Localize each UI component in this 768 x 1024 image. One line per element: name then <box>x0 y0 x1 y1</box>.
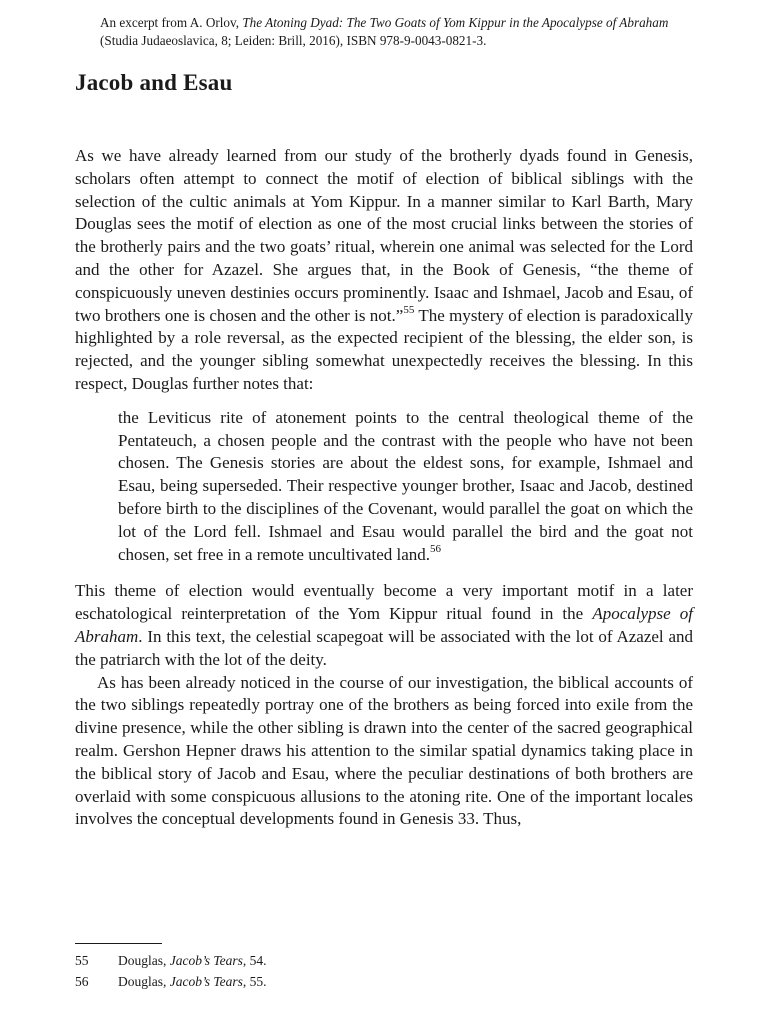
block-quote-text: the Leviticus rite of atonement points to the central theological theme of the Pentateuch, a chosen people and the contrast with the people who have not been chosen. The Genesis stories are about the eldest sons, for example, Ishmael and Esau, being superseded. Their respective younger brother, Isaac and Jacob, destined before birth to the disciplines of the Covenant, would parallel the goat on which the lot of the Lord fell. Ishmael and Esau would parallel the bird and the goat not chosen, set free in a remote uncultivated land. <box>118 407 693 564</box>
footnote-page: , 54. <box>242 953 267 968</box>
excerpt-lead: An excerpt from A. Orlov, <box>100 15 243 30</box>
excerpt-note <box>100 14 700 50</box>
footnote-56 <box>75 971 693 992</box>
paragraph-1 <box>75 145 693 396</box>
footnote-page: , 55. <box>242 974 267 989</box>
paragraph-3: As has been already noticed in the course of our investigation, the biblical accounts of the two siblings repeatedly portray one of the brothers as being forced into exile from the divine presence, while the other sibling is drawn into the center of the sacred geographical realm. Gershon Hepner draws his attention to the similar spatial dynamics taking place in the biblical story of Jacob and Esau, where the peculiar destinations of both brothers are overlaid with some conspicuous allusions to the atoning rite. One of the important locales involves the conceptual developments found in Genesis 33. Thus, <box>75 672 693 829</box>
footnote-text <box>118 971 267 992</box>
footnotes <box>75 950 693 992</box>
footnote-text <box>118 950 267 971</box>
excerpt-book-title: The Atoning Dyad: The Two Goats of Yom Kippur in the Apocalypse of Abraham <box>242 15 669 30</box>
excerpt-trail: (Studia Judaeoslavica, 8; Leiden: Brill, 2016), ISBN 978-9-0043-0821-3. <box>100 33 487 48</box>
body-text <box>75 145 693 831</box>
paragraph-1-text-b: The mystery of election is paradoxically highlighted by a role reversal, as the expected recipient of the blessing, the elder son, is rejected, and the younger sibling somewhat unexpectedly receives the blessing. In this respect, Douglas further notes that: <box>75 305 693 393</box>
paragraph-2-text-a: This theme of election would eventually become a very important motif in a later eschatological reinterpretation of the Yom Kippur ritual found in the <box>75 581 693 624</box>
footnote-55 <box>75 950 693 971</box>
section-title: Jacob and Esau <box>75 70 233 95</box>
footnote-author: Douglas, <box>118 953 170 968</box>
paragraph-2 <box>75 580 693 671</box>
footnote-work: Jacob’s Tears <box>169 953 243 968</box>
paragraph-2-italic: Apocalypse of Abraham <box>75 604 693 646</box>
footnote-ref-56[interactable]: 56 <box>430 542 442 555</box>
footnote-ref-55[interactable]: 55 <box>403 303 415 316</box>
footnote-number: 56 <box>75 974 89 989</box>
block-quote <box>118 407 693 567</box>
paragraph-2-text-b: . In this text, the celestial scapegoat will be associated with the lot of Azazel and the patriarch with the lot of the deity. <box>75 626 693 669</box>
footnote-author: Douglas, <box>118 974 170 989</box>
footnote-number: 55 <box>75 953 89 968</box>
footnote-divider <box>75 943 162 944</box>
paragraph-1-text-a: As we have already learned from our study of the brotherly dyads found in Genesis, scholars often attempt to connect the motif of election of biblical siblings with the selection of the cultic animals at Yom Kippur. In a manner similar to Karl Barth, Mary Douglas sees the motif of election as one of the most crucial links between the stories of the brotherly pairs and the two goats’ ritual, wherein one animal was selected for the Lord and the other for Azazel. She argues that, in the Book of Genesis, “the theme of conspicuously uneven destinies occurs prominently. Isaac and Ishmael, Jacob and Esau, of two brothers one is chosen and the other is not.” <box>75 146 693 325</box>
footnote-work: Jacob’s Tears <box>169 974 243 989</box>
